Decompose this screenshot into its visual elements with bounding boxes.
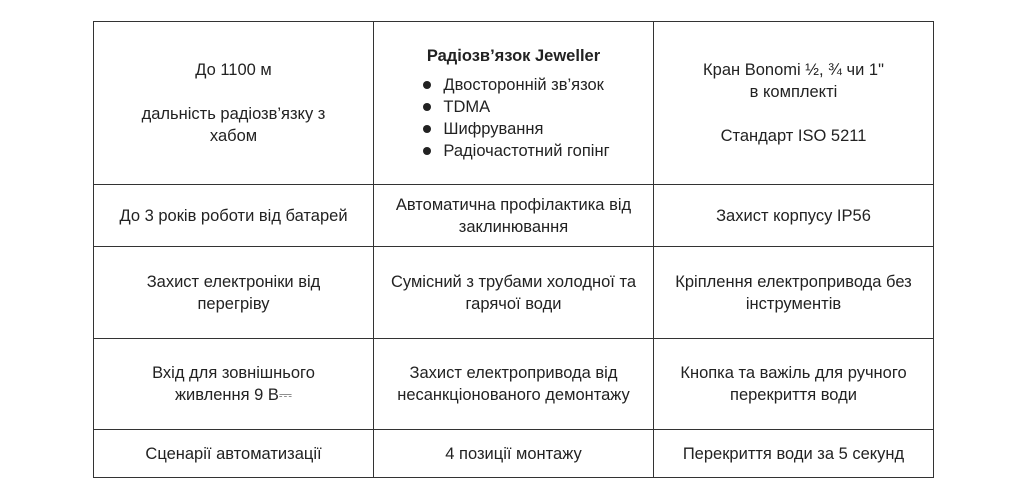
- table-cell: Сумісний з трубами холодної та гарячої води: [374, 247, 654, 339]
- feature-table: [93, 21, 934, 478]
- table-cell: Сценарії автоматизації: [94, 430, 374, 478]
- valve-standard: Стандарт ISO 5211: [720, 127, 867, 145]
- table-row: [94, 430, 934, 478]
- table-cell: Захист корпусу IP56: [654, 185, 934, 247]
- valve-spec: Кран Bonomi ½, ¾ чи 1": [703, 61, 884, 79]
- feature-list: [417, 74, 609, 162]
- feature-heading: Радіозв’язок Jeweller: [426, 46, 601, 65]
- table-cell: Захист електропривода від несанкціонованого демонтажу: [374, 339, 654, 430]
- table-cell: Кріплення електропривода без інструментів: [654, 247, 934, 339]
- table-row: [94, 339, 934, 430]
- table-cell: Кнопка та важіль для ручного перекриття води: [654, 339, 934, 430]
- bullet-icon: [423, 103, 431, 111]
- list-item: Шифрування: [417, 118, 609, 140]
- bullet-icon: [423, 147, 431, 155]
- table-cell: Захист електроніки від перегріву: [94, 247, 374, 339]
- list-item: Двосторонній зв’язок: [417, 74, 609, 96]
- table-cell: До 3 років роботи від батарей: [94, 185, 374, 247]
- list-item: Радіочастотний гопінг: [417, 140, 609, 162]
- bullet-icon: [423, 125, 431, 133]
- table-row: [94, 22, 934, 185]
- range-value: До 1100 м: [195, 61, 272, 79]
- table-cell: 4 позиції монтажу: [374, 430, 654, 478]
- table-cell: [374, 22, 654, 185]
- table-cell: [654, 22, 934, 185]
- table-cell: Автоматична профілактика від заклинювання: [374, 185, 654, 247]
- table-cell: [94, 22, 374, 185]
- table-row: [94, 185, 934, 247]
- list-item: TDMA: [417, 96, 609, 118]
- range-description: дальність радіозв’язку з хабом: [141, 105, 326, 145]
- table-cell: Вхід для зовнішнього живлення 9 В⎓: [94, 339, 374, 430]
- table-cell: Перекриття води за 5 секунд: [654, 430, 934, 478]
- table-row: [94, 247, 934, 339]
- bullet-icon: [423, 81, 431, 89]
- valve-included: в комплекті: [749, 83, 838, 101]
